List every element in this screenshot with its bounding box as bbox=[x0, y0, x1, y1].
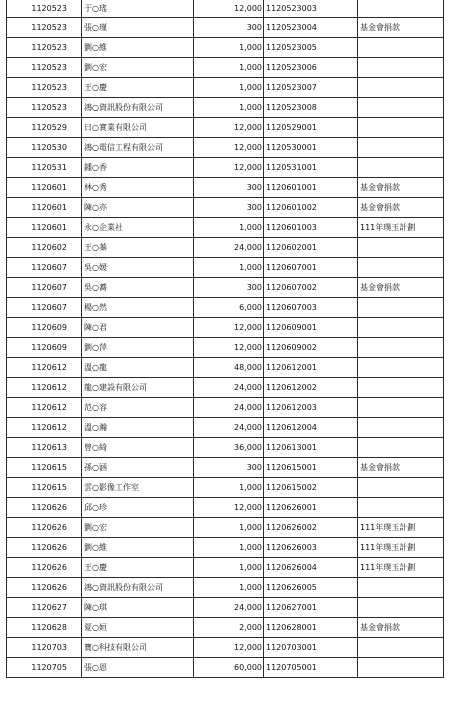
receipt-number-cell: 1120705001 bbox=[264, 658, 358, 678]
donation-date-cell: 1120628 bbox=[7, 618, 82, 638]
donation-amount-cell: 1,000 bbox=[194, 558, 264, 578]
donation-date-cell: 1120609 bbox=[7, 338, 82, 358]
receipt-number-cell: 1120626003 bbox=[264, 538, 358, 558]
donation-amount-cell: 12,000 bbox=[194, 138, 264, 158]
table-row bbox=[7, 278, 444, 298]
table-row bbox=[7, 478, 444, 498]
donation-date-cell: 1120612 bbox=[7, 398, 82, 418]
table-row bbox=[7, 398, 444, 418]
receipt-number-cell: 1120626002 bbox=[264, 518, 358, 538]
table-row bbox=[7, 78, 444, 98]
donation-date-cell: 1120523 bbox=[7, 58, 82, 78]
donor-name-cell: 吳○蕎 bbox=[82, 278, 194, 298]
table-row bbox=[7, 158, 444, 178]
receipt-number-cell: 1120523004 bbox=[264, 18, 358, 38]
donation-amount-cell: 2,000 bbox=[194, 618, 264, 638]
table-row bbox=[7, 658, 444, 678]
donation-note-cell bbox=[358, 98, 444, 118]
receipt-number-cell: 1120602001 bbox=[264, 238, 358, 258]
receipt-number-cell: 1120612003 bbox=[264, 398, 358, 418]
donor-name-cell: 永○企業社 bbox=[82, 218, 194, 238]
donation-note-cell bbox=[358, 38, 444, 58]
donation-note-cell bbox=[358, 118, 444, 138]
receipt-number-cell: 1120626004 bbox=[264, 558, 358, 578]
receipt-number-cell: 1120523005 bbox=[264, 38, 358, 58]
receipt-number-cell: 1120601003 bbox=[264, 218, 358, 238]
table-row bbox=[7, 318, 444, 338]
donation-amount-cell: 300 bbox=[194, 198, 264, 218]
table-row bbox=[7, 238, 444, 258]
donation-note-cell bbox=[358, 58, 444, 78]
donation-date-cell: 1120612 bbox=[7, 378, 82, 398]
receipt-number-cell: 1120607002 bbox=[264, 278, 358, 298]
donor-name-cell: 鴻○資訊股份有限公司 bbox=[82, 578, 194, 598]
receipt-number-cell: 1120609001 bbox=[264, 318, 358, 338]
table-row bbox=[7, 538, 444, 558]
receipt-number-cell: 1120615001 bbox=[264, 458, 358, 478]
table-row bbox=[7, 18, 444, 38]
receipt-number-cell: 1120607001 bbox=[264, 258, 358, 278]
receipt-number-cell: 1120612004 bbox=[264, 418, 358, 438]
donation-note-cell bbox=[358, 498, 444, 518]
donor-name-cell: 楊○然 bbox=[82, 298, 194, 318]
donation-note-cell: 基金會捐款 bbox=[358, 278, 444, 298]
donation-date-cell: 1120607 bbox=[7, 258, 82, 278]
donation-date-cell: 1120601 bbox=[7, 198, 82, 218]
donation-amount-cell: 24,000 bbox=[194, 418, 264, 438]
donor-name-cell: 張○瑾 bbox=[82, 18, 194, 38]
table-row bbox=[7, 218, 444, 238]
donation-amount-cell: 1,000 bbox=[194, 578, 264, 598]
table-row bbox=[7, 0, 444, 18]
donation-amount-cell: 1,000 bbox=[194, 538, 264, 558]
table-row bbox=[7, 198, 444, 218]
receipt-number-cell: 1120601001 bbox=[264, 178, 358, 198]
table-row bbox=[7, 258, 444, 278]
receipt-number-cell: 1120613001 bbox=[264, 438, 358, 458]
receipt-number-cell: 1120615002 bbox=[264, 478, 358, 498]
donation-amount-cell: 1,000 bbox=[194, 518, 264, 538]
donation-note-cell: 111年璞玉計劃 bbox=[358, 518, 444, 538]
donor-name-cell: 雲○影像工作室 bbox=[82, 478, 194, 498]
receipt-number-cell: 1120530001 bbox=[264, 138, 358, 158]
donation-amount-cell: 1,000 bbox=[194, 218, 264, 238]
donation-note-cell: 基金會捐款 bbox=[358, 18, 444, 38]
ledger-body bbox=[7, 0, 444, 678]
donor-name-cell: 寶○科技有限公司 bbox=[82, 638, 194, 658]
donation-date-cell: 1120601 bbox=[7, 218, 82, 238]
donation-note-cell: 111年璞玉計劃 bbox=[358, 218, 444, 238]
donation-amount-cell: 12,000 bbox=[194, 338, 264, 358]
donor-name-cell: 王○慶 bbox=[82, 78, 194, 98]
donor-name-cell: 吳○媛 bbox=[82, 258, 194, 278]
donation-amount-cell: 24,000 bbox=[194, 598, 264, 618]
donation-note-cell: 111年璞玉計劃 bbox=[358, 558, 444, 578]
table-row bbox=[7, 498, 444, 518]
donation-date-cell: 1120612 bbox=[7, 418, 82, 438]
donation-date-cell: 1120627 bbox=[7, 598, 82, 618]
donation-date-cell: 1120609 bbox=[7, 318, 82, 338]
receipt-number-cell: 1120523007 bbox=[264, 78, 358, 98]
receipt-number-cell: 1120612002 bbox=[264, 378, 358, 398]
donation-note-cell bbox=[358, 138, 444, 158]
donation-note-cell bbox=[358, 238, 444, 258]
receipt-number-cell: 1120601002 bbox=[264, 198, 358, 218]
donor-name-cell: 曾○綺 bbox=[82, 438, 194, 458]
table-row bbox=[7, 98, 444, 118]
receipt-number-cell: 1120529001 bbox=[264, 118, 358, 138]
receipt-number-cell: 1120531001 bbox=[264, 158, 358, 178]
donation-date-cell: 1120607 bbox=[7, 278, 82, 298]
table-row bbox=[7, 118, 444, 138]
donation-amount-cell: 6,000 bbox=[194, 298, 264, 318]
receipt-number-cell: 1120626001 bbox=[264, 498, 358, 518]
donation-date-cell: 1120531 bbox=[7, 158, 82, 178]
table-row bbox=[7, 298, 444, 318]
donor-name-cell: 鴻○資訊股份有限公司 bbox=[82, 98, 194, 118]
donor-name-cell: 劉○宏 bbox=[82, 58, 194, 78]
receipt-number-cell: 1120628001 bbox=[264, 618, 358, 638]
donation-amount-cell: 1,000 bbox=[194, 258, 264, 278]
donation-date-cell: 1120523 bbox=[7, 98, 82, 118]
receipt-number-cell: 1120627001 bbox=[264, 598, 358, 618]
table-row bbox=[7, 358, 444, 378]
donor-name-cell: 張○恩 bbox=[82, 658, 194, 678]
donation-date-cell: 1120530 bbox=[7, 138, 82, 158]
donation-amount-cell: 12,000 bbox=[194, 318, 264, 338]
donor-name-cell: 王○慶 bbox=[82, 558, 194, 578]
donation-date-cell: 1120626 bbox=[7, 578, 82, 598]
donation-date-cell: 1120703 bbox=[7, 638, 82, 658]
donation-amount-cell: 300 bbox=[194, 178, 264, 198]
donation-note-cell bbox=[358, 658, 444, 678]
donor-name-cell: 劉○維 bbox=[82, 38, 194, 58]
donor-name-cell: 鍾○香 bbox=[82, 158, 194, 178]
table-row bbox=[7, 438, 444, 458]
receipt-number-cell: 1120612001 bbox=[264, 358, 358, 378]
donation-note-cell: 111年璞玉計劃 bbox=[358, 538, 444, 558]
donation-note-cell: 基金會捐款 bbox=[358, 198, 444, 218]
table-row bbox=[7, 558, 444, 578]
donation-amount-cell: 24,000 bbox=[194, 378, 264, 398]
donor-name-cell: 陳○君 bbox=[82, 318, 194, 338]
donation-date-cell: 1120626 bbox=[7, 518, 82, 538]
donation-date-cell: 1120523 bbox=[7, 78, 82, 98]
donation-note-cell bbox=[358, 478, 444, 498]
donation-amount-cell: 12,000 bbox=[194, 158, 264, 178]
table-row bbox=[7, 138, 444, 158]
table-row bbox=[7, 58, 444, 78]
donation-ledger-sheet bbox=[6, 0, 443, 678]
table-row bbox=[7, 338, 444, 358]
donation-amount-cell: 300 bbox=[194, 278, 264, 298]
donor-name-cell: 林○秀 bbox=[82, 178, 194, 198]
donation-date-cell: 1120705 bbox=[7, 658, 82, 678]
receipt-number-cell: 1120607003 bbox=[264, 298, 358, 318]
donation-note-cell bbox=[358, 338, 444, 358]
donor-name-cell: 夏○姮 bbox=[82, 618, 194, 638]
donation-amount-cell: 1,000 bbox=[194, 78, 264, 98]
donor-name-cell: 龍○建設有限公司 bbox=[82, 378, 194, 398]
receipt-number-cell: 1120523006 bbox=[264, 58, 358, 78]
donation-amount-cell: 12,000 bbox=[194, 0, 264, 18]
donation-date-cell: 1120613 bbox=[7, 438, 82, 458]
donation-note-cell bbox=[358, 318, 444, 338]
donation-date-cell: 1120607 bbox=[7, 298, 82, 318]
donor-name-cell: 溫○龍 bbox=[82, 358, 194, 378]
donation-note-cell bbox=[358, 378, 444, 398]
donor-name-cell: 孫○涵 bbox=[82, 458, 194, 478]
donation-note-cell: 基金會捐款 bbox=[358, 178, 444, 198]
donor-name-cell: 劉○萍 bbox=[82, 338, 194, 358]
donor-name-cell: 劉○宏 bbox=[82, 518, 194, 538]
table-row bbox=[7, 378, 444, 398]
donation-note-cell bbox=[358, 358, 444, 378]
donation-note-cell bbox=[358, 158, 444, 178]
receipt-number-cell: 1120523003 bbox=[264, 0, 358, 18]
donation-amount-cell: 12,000 bbox=[194, 118, 264, 138]
donation-date-cell: 1120626 bbox=[7, 498, 82, 518]
donation-amount-cell: 300 bbox=[194, 18, 264, 38]
donation-amount-cell: 1,000 bbox=[194, 58, 264, 78]
donation-date-cell: 1120615 bbox=[7, 478, 82, 498]
donation-amount-cell: 36,000 bbox=[194, 438, 264, 458]
donation-note-cell: 基金會捐款 bbox=[358, 618, 444, 638]
receipt-number-cell: 1120523008 bbox=[264, 98, 358, 118]
donation-amount-cell: 300 bbox=[194, 458, 264, 478]
receipt-number-cell: 1120703001 bbox=[264, 638, 358, 658]
donation-note-cell bbox=[358, 438, 444, 458]
table-row bbox=[7, 518, 444, 538]
donation-note-cell bbox=[358, 258, 444, 278]
donation-amount-cell: 12,000 bbox=[194, 638, 264, 658]
donation-date-cell: 1120626 bbox=[7, 558, 82, 578]
donation-note-cell bbox=[358, 578, 444, 598]
donation-note-cell bbox=[358, 0, 444, 18]
donation-date-cell: 1120602 bbox=[7, 238, 82, 258]
donation-note-cell bbox=[358, 398, 444, 418]
donation-date-cell: 1120523 bbox=[7, 38, 82, 58]
donation-ledger-table bbox=[6, 0, 444, 678]
donation-date-cell: 1120612 bbox=[7, 358, 82, 378]
receipt-number-cell: 1120609002 bbox=[264, 338, 358, 358]
table-row bbox=[7, 638, 444, 658]
donor-name-cell: 邱○珍 bbox=[82, 498, 194, 518]
table-row bbox=[7, 598, 444, 618]
donation-date-cell: 1120523 bbox=[7, 18, 82, 38]
donor-name-cell: 日○實業有限公司 bbox=[82, 118, 194, 138]
donation-note-cell bbox=[358, 638, 444, 658]
donation-date-cell: 1120601 bbox=[7, 178, 82, 198]
donation-date-cell: 1120523 bbox=[7, 0, 82, 18]
donation-note-cell: 基金會捐款 bbox=[358, 458, 444, 478]
donor-name-cell: 范○容 bbox=[82, 398, 194, 418]
donation-date-cell: 1120615 bbox=[7, 458, 82, 478]
donation-note-cell bbox=[358, 78, 444, 98]
donor-name-cell: 劉○維 bbox=[82, 538, 194, 558]
donation-amount-cell: 1,000 bbox=[194, 478, 264, 498]
table-row bbox=[7, 618, 444, 638]
donor-name-cell: 王○蓁 bbox=[82, 238, 194, 258]
donation-amount-cell: 1,000 bbox=[194, 98, 264, 118]
donation-note-cell bbox=[358, 598, 444, 618]
donation-amount-cell: 1,000 bbox=[194, 38, 264, 58]
donor-name-cell: 陳○琪 bbox=[82, 598, 194, 618]
donation-amount-cell: 24,000 bbox=[194, 398, 264, 418]
donation-amount-cell: 60,000 bbox=[194, 658, 264, 678]
donation-amount-cell: 48,000 bbox=[194, 358, 264, 378]
donation-amount-cell: 12,000 bbox=[194, 498, 264, 518]
donation-note-cell bbox=[358, 298, 444, 318]
donation-date-cell: 1120626 bbox=[7, 538, 82, 558]
donor-name-cell: 于○瑤 bbox=[82, 0, 194, 18]
table-row bbox=[7, 38, 444, 58]
donation-amount-cell: 24,000 bbox=[194, 238, 264, 258]
donation-date-cell: 1120529 bbox=[7, 118, 82, 138]
table-row bbox=[7, 578, 444, 598]
donor-name-cell: 陳○亦 bbox=[82, 198, 194, 218]
receipt-number-cell: 1120626005 bbox=[264, 578, 358, 598]
donor-name-cell: 溫○瀚 bbox=[82, 418, 194, 438]
donation-note-cell bbox=[358, 418, 444, 438]
table-row bbox=[7, 178, 444, 198]
table-row bbox=[7, 418, 444, 438]
table-row bbox=[7, 458, 444, 478]
donor-name-cell: 鴻○電信工程有限公司 bbox=[82, 138, 194, 158]
